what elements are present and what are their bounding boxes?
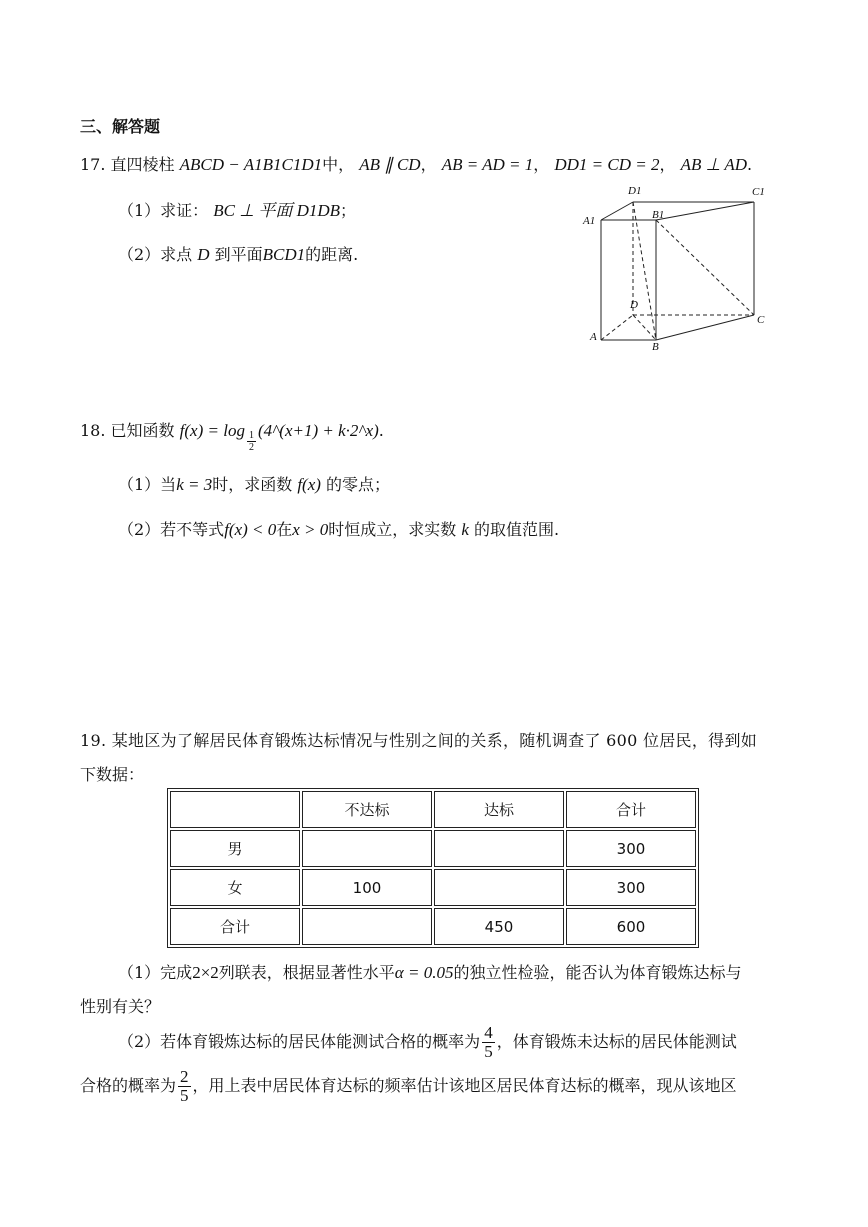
contingency-table [167, 788, 699, 948]
label-c1: C1 [752, 186, 765, 198]
q18-number: 18. [80, 421, 106, 440]
fraction-2-5: $\frac{2}{5}$ [180, 1067, 189, 1105]
table-cell: 男 [170, 830, 300, 867]
table-row [170, 908, 696, 945]
table-header-row [170, 791, 696, 828]
q19-stem-line2: 下数据： [80, 765, 145, 784]
q17-part1: （1）求证： BC ⊥ 平面 D1DB； [118, 201, 357, 220]
label-c: C [757, 314, 765, 326]
q18-part2: （2）若不等式f(x) < 0在x > 0时恒成立，求实数 k 的取值范围. [118, 520, 560, 539]
q17-part2: （2）求点 D 到平面BCD1的距离. [118, 245, 359, 264]
label-d: D [630, 299, 638, 311]
q19-part2-line1: （2）若体育锻炼达标的居民体能测试合格的概率为 $\frac{4}{5}$ ，体育锻炼未达标的居民体能测试 [118, 1023, 737, 1061]
q17-stem: 17. 直四棱柱 ABCD − A1B1C1D1中， AB ∥ CD， AB = AD = 1， DD1 = CD = 2， AB ⊥ AD. [80, 155, 753, 174]
label-d1: D1 [628, 185, 642, 197]
prism-figure [578, 180, 778, 350]
q19-part2-line2: 合格的概率为 $\frac{2}{5}$ ，用上表中居民体育达标的频率估计该地区居民体育达标的概率，现从该地区 [80, 1067, 737, 1105]
fraction-4-5: $\frac{4}{5}$ [484, 1023, 493, 1061]
table-cell: 女 [170, 869, 300, 906]
table-row [170, 830, 696, 867]
table-cell: 450 [434, 908, 564, 945]
q19-number: 19. [80, 731, 107, 750]
section-title: 三、解答题 [80, 117, 161, 136]
q19-part1-line1: （1）完成2×2列联表，根据显著性水平α = 0.05的独立性检验，能否认为体育锻炼达标与 [118, 963, 742, 982]
label-b: B [652, 341, 659, 350]
table-cell: 合计 [170, 908, 300, 945]
label-a1: A1 [583, 215, 596, 227]
table-cell: 合计 [566, 791, 696, 828]
table-row [170, 869, 696, 906]
label-b1: B1 [652, 209, 665, 221]
q19-stem-line1: 19. 某地区为了解居民体育锻炼达标情况与性别之间的关系，随机调查了 600 位居民，得到如 [80, 731, 758, 750]
table-cell: 不达标 [302, 791, 432, 828]
table-cell: 100 [302, 869, 432, 906]
label-a: A [590, 331, 597, 343]
table-cell: 300 [566, 869, 696, 906]
table-cell [434, 869, 564, 906]
table-cell [302, 830, 432, 867]
table-cell [302, 908, 432, 945]
table-cell: 300 [566, 830, 696, 867]
q18-stem: 18. 已知函数 f(x) = log $\frac{1}{2}$ (4^(x+1) + k·2^x). [80, 421, 384, 453]
log-base: $\frac{1}{2}$ [248, 430, 254, 453]
q18-part1: （1）当k = 3时，求函数 f(x) 的零点； [118, 475, 391, 494]
table-cell [434, 830, 564, 867]
table-cell: 达标 [434, 791, 564, 828]
q19-part1-line2: 性别有关？ [80, 997, 161, 1016]
q17-number: 17. [80, 155, 106, 174]
table-cell [170, 791, 300, 828]
table-cell: 600 [566, 908, 696, 945]
q17-prism: ABCD − A1B1C1D1 [179, 155, 323, 174]
